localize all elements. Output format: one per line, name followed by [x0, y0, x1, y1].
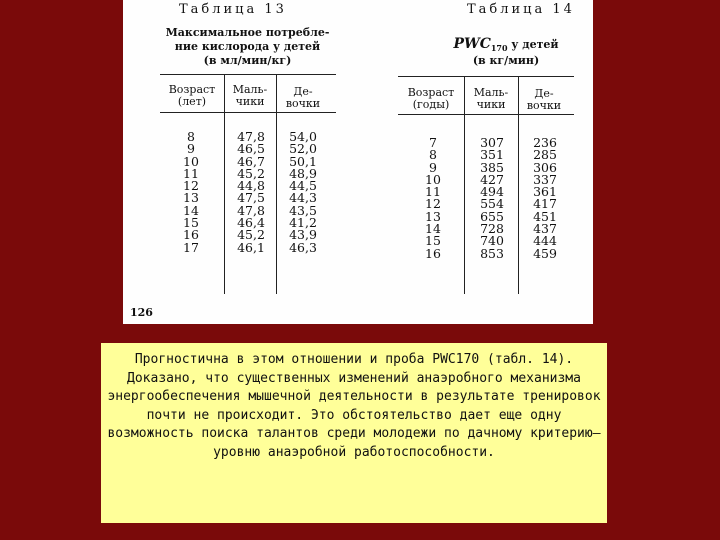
- table13-girls-values: 54,0 52,0 50,1 48,9 44,5 44,3 43,5 41,2 43,9 46,3: [289, 129, 317, 255]
- table13-heading-line3: (в мл/мин/кг): [203, 54, 292, 67]
- table14-heading-line2: (в кг/мин): [472, 54, 540, 67]
- table13-col-age: Возраст (лет): [168, 83, 216, 108]
- table13-age-values: 8 9 10 11 12 13 14 15 16 17: [183, 129, 199, 255]
- table14-heading-rest: у детей: [507, 38, 559, 51]
- table14-heading-line1: [421, 36, 591, 53]
- table14-col-girls: Де- вочки: [526, 87, 562, 112]
- table13-header-rule: [160, 112, 336, 113]
- page-number: 126: [130, 306, 153, 319]
- table13-divider-2: [276, 74, 277, 294]
- table14-col-age: Возраст (годы): [407, 86, 455, 111]
- table13-heading-line2: ние кислорода у детей: [174, 40, 321, 53]
- table14-header-rule: [398, 114, 574, 115]
- table14-divider-1: [464, 76, 465, 294]
- table13-col-girls: Де- вочки: [285, 85, 321, 110]
- table13-boys-values: 47,8 46,5 46,7 45,2 44,8 47,5 47,8 46,4 45,2 46,1: [237, 129, 265, 255]
- table14-title: Таблица 14: [467, 2, 575, 17]
- table13-heading-line1: Максимальное потребле-: [165, 26, 330, 39]
- table14-girls-values: 236 285 306 337 361 417 451 437 444 459: [533, 135, 557, 261]
- table14-divider-2: [518, 76, 519, 294]
- scanned-page: [123, 0, 593, 324]
- table14-top-rule: [398, 76, 574, 77]
- table14-col-boys: Маль- чики: [473, 86, 509, 111]
- table14-boys-values: 307 351 385 427 494 554 655 728 740 853: [480, 135, 504, 261]
- table13-divider-1: [224, 74, 225, 294]
- table14-age-values: 7 8 9 10 11 12 13 14 15 16: [425, 135, 441, 261]
- table13-col-boys: Маль- чики: [232, 83, 268, 108]
- note-box: [101, 343, 607, 523]
- pwc-label: PWC: [453, 36, 491, 52]
- note-text: Прогностична в этом отношении и проба PWC170 (табл. 14). Доказано, что существенных изменений анаэробного механизма энергообеспечения мышечной деятельности в результате тренировок почти не происходит. Это обстоятельство дает еще одну возможность поиска талантов среди молодежи по дачному критерию—уровню анаэробной работоспособности.: [107, 352, 601, 460]
- table13-top-rule: [160, 74, 336, 75]
- pwc-subscript: 170: [490, 43, 508, 54]
- table13-title: Таблица 13: [179, 2, 287, 17]
